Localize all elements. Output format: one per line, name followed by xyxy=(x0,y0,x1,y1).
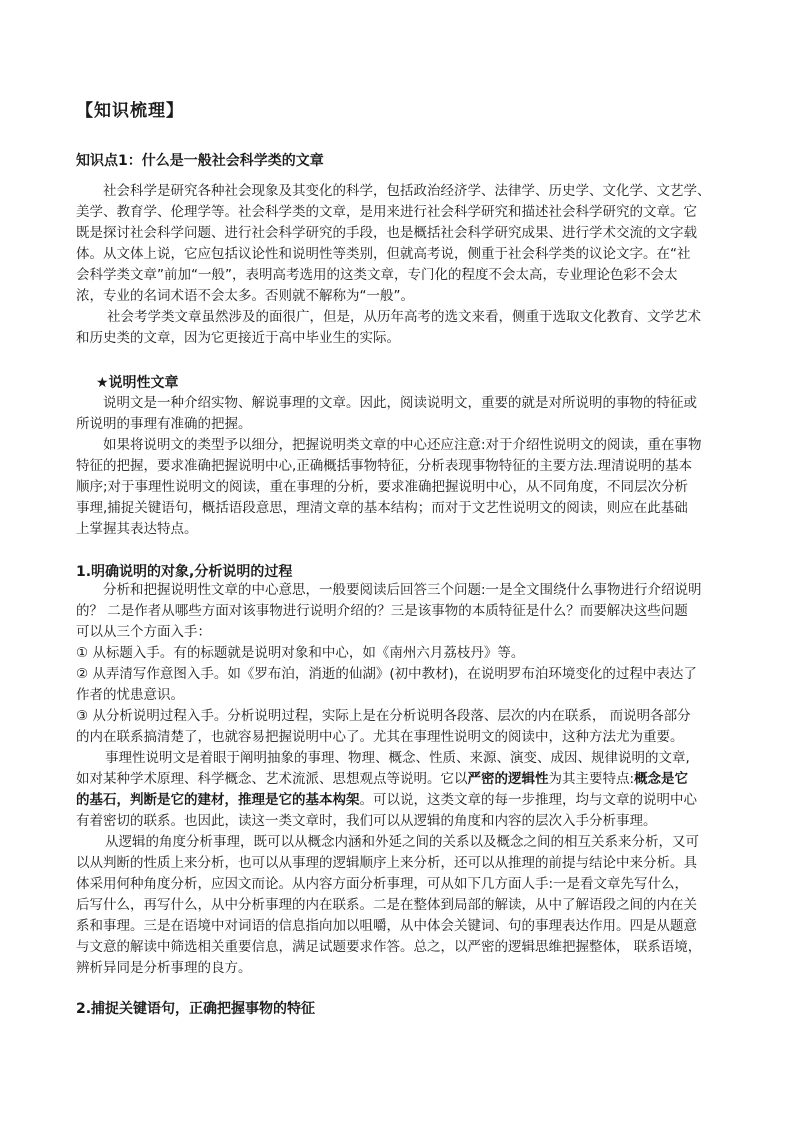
text-run: 为其主要特点: xyxy=(548,771,635,787)
text-line xyxy=(76,769,726,790)
subsection-2-title: 2.捕捉关键语句，正确把握事物的特征 xyxy=(76,1001,316,1017)
expository-article-title: ★说明性文章 xyxy=(96,375,179,391)
text-line: 从逻辑的角度分析事理，既可以从概念内涵和外延之间的关系以及概念之间的相互关系来分析，又可 xyxy=(105,834,699,850)
text-line: 所说明的事理有准确的把握。 xyxy=(76,416,252,432)
text-line: 特征的把握，要求准确把握说明中心,正确概括事物特征，分析表现事物特征的主要方法.理清说明的基本 xyxy=(76,458,693,474)
text-line: 辨析异同是分析事理的良方。 xyxy=(76,960,252,976)
paragraph-logic-analysis xyxy=(76,832,726,979)
text-line: 会科学类文章”前加“一般”，表明高考选用的这类文章，专门化的程度不会太高，专业理论色彩不会太 xyxy=(76,267,678,283)
text-run: 。可以说，这类文章的每一步推理，均与文章的说明中心 xyxy=(359,792,697,808)
emphasis-structure: 的基石，判断是它的建材，推理是它的基本构架 xyxy=(76,792,360,808)
paragraph-social-science-definition xyxy=(76,181,726,307)
text-line: 美学、教育学、伦理学等。社会科学类的文章，是用来进行社会科学研究和描述社会科学研究的文章。它 xyxy=(76,204,697,220)
text-line: 浓，专业的名词术语不会太多。否则就不解称为“一般”。 xyxy=(76,288,414,304)
text-line: 社会科学是研究各种社会现象及其变化的科学，包括政治经济学、法律学、历史学、文化学、文艺学、 xyxy=(103,183,711,199)
paragraph-expository-types xyxy=(76,435,726,540)
text-line: 如果将说明文的类型予以细分，把握说明类文章的中心还应注意:对于介绍性说明文的阅读，重在事物 xyxy=(103,437,702,453)
paragraph-exam-selection xyxy=(76,307,726,349)
text-line: 后写什么，再写什么，从中分析事理的内在联系。二是在整体到局部的解读，从中了解语段之间的内在关 xyxy=(76,897,697,913)
text-line: 分析和把握说明性文章的中心意思，一般要阅读后回答三个问题:一是全文围绕什么事物进行介绍说明 xyxy=(103,582,702,598)
emphasis-logic: 严密的逻辑性 xyxy=(467,771,549,787)
text-run: 如对某种学术原理、科学概念、艺术流派、思想观点等说明。它以 xyxy=(76,771,468,787)
list-item-continuation: 的内在联系搞清楚了，也就容易把握说明中心了。尤其在事理性说明文的阅读中，这种方法尤为重要。 xyxy=(76,729,684,745)
subsection-1-title: 1.明确说明的对象,分析说明的过程 xyxy=(76,564,293,580)
text-line: 体。从文体上说，它应包括议论性和说明性等类别，但就高考说，侧重于社会科学类的议论文字。在“社 xyxy=(76,246,691,262)
method-list xyxy=(76,643,726,748)
text-line: 事理,捕捉关键语句，概括语段意思，理清文章的基本结构；而对于文艺性说明文的阅读，则应在此基础 xyxy=(76,500,688,516)
text-line: 有着密切的联系。也因此，读这一类文章时，我们可以从逻辑的角度和内容的层次入手分析事理。 xyxy=(76,813,657,829)
paragraph-expository-intro xyxy=(76,393,726,435)
text-line: 社会考学类文章虽然涉及的面很广，但是，从历年高考的选文来看，侧重于选取文化教育、文学艺术 xyxy=(107,309,701,325)
emphasis-concept: 概念是它 xyxy=(634,771,689,787)
list-item: ② 从弄清写作意图入手。如《罗布泊，消逝的仙湖》(初中教材)，在说明罗布泊环境变化的过程中表达了 xyxy=(76,666,697,682)
text-line: 系和事理。三是在语境中对词语的信息指向加以咀嚼，从中体会关键词、句的事理表达作用。四是从题意 xyxy=(76,918,697,934)
text-line: 既是探讨社会科学问题、进行社会科学研究的手段，也是概括社会科学研究成果、进行学术交流的文字载 xyxy=(76,225,697,241)
text-line: 顺序;对于事理性说明文的阅读，重在事理的分析，要求准确把握说明中心，从不同角度，不同层次分析 xyxy=(76,479,689,495)
text-line: 以从判断的性质上来分析，也可以从事理的逻辑顺序上来分析，还可以从推理的前提与结论中来分析。具 xyxy=(76,855,697,871)
text-line: 说明文是一种介绍实物、解说事理的文章。因此，阅读说明文，重要的就是对所说明的事物的特征或 xyxy=(103,395,697,411)
paragraph-reasoning-exposition xyxy=(76,748,726,832)
text-line: 可以从三个方面入手： xyxy=(76,624,211,640)
list-item-continuation: 作者的忧患意识。 xyxy=(76,687,184,703)
text-line: 上掌握其表达特点。 xyxy=(76,521,198,537)
text-line: 事理性说明文是着眼于阐明抽象的事理、物理、概念、性质、来源、演变、成因、规律说明的文章, xyxy=(105,750,690,766)
text-line: 与文意的解读中筛选相关重要信息，满足试题要求作答。总之，以严密的逻辑思维把握整体， 联系语境， xyxy=(76,939,702,955)
text-line: 体采用何种角度分析，应因文而论。从内容方面分析事理，可从如下几方面人手:一是看文章先写什么， xyxy=(76,876,689,892)
knowledge-point-1-title: 知识点1：什么是一般社会科学类的文章 xyxy=(76,153,324,169)
list-item: ① 从标题入手。有的标题就是说明对象和中心，如《南州六月荔枝丹》等。 xyxy=(76,645,525,661)
text-line: 的？ 二是作者从哪些方面对该事物进行说明介绍的？三是该事物的本质特征是什么？而要解决这些问题 xyxy=(76,603,688,619)
list-item: ③ 从分析说明过程入手。分析说明过程，实际上是在分析说明各段落、层次的内在联系， 而说明各部分 xyxy=(76,708,691,724)
section-heading: 【知识梳理】 xyxy=(76,101,184,121)
paragraph-three-questions xyxy=(76,580,726,643)
text-line: 和历史类的文章，因为它更接近于高中毕业生的实际。 xyxy=(76,330,400,346)
text-line xyxy=(76,790,726,811)
